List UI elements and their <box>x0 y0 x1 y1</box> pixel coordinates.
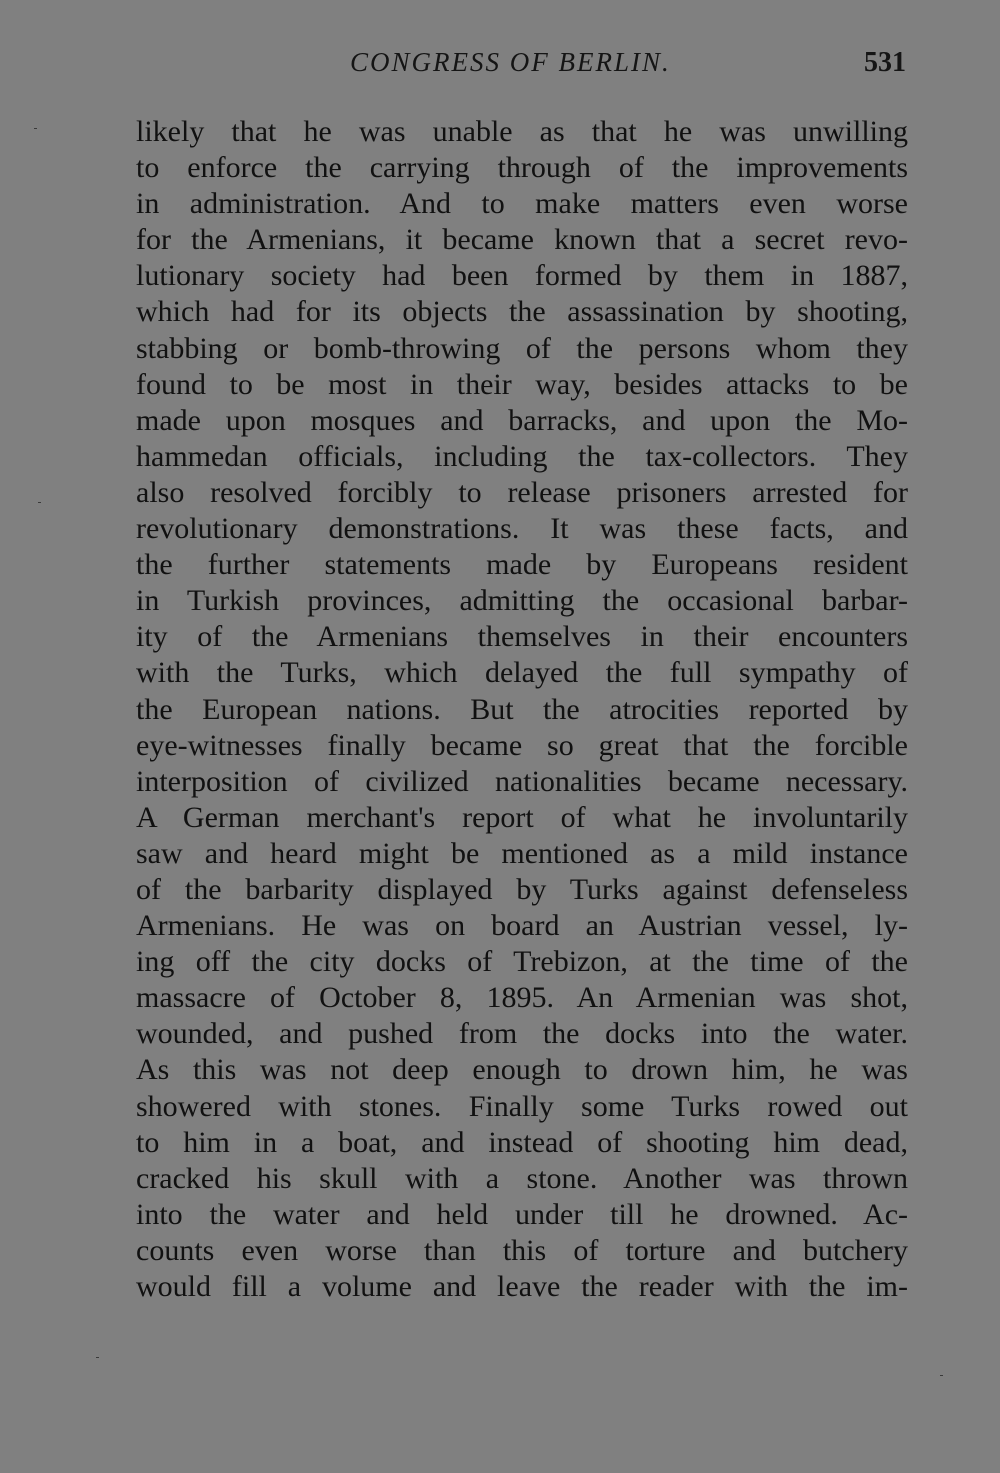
text-line: interposition of civilized nationalities became necessary. <box>136 764 908 798</box>
text-line: the European nations. But the atrocities reported by <box>136 692 908 726</box>
page-number: 531 <box>864 47 906 78</box>
text-line: A German merchant's report of what he involuntarily <box>136 800 908 834</box>
body-text <box>136 114 908 1305</box>
scan-speck <box>940 1375 943 1376</box>
text-line: in administration. And to make matters even worse <box>136 187 908 221</box>
text-line: with the Turks, which delayed the full sympathy of <box>136 656 908 690</box>
running-title: CONGRESS OF BERLIN. <box>350 47 671 77</box>
text-line: stabbing or bomb-throwing of the persons whom they <box>136 331 908 365</box>
text-line: massacre of October 8, 1895. An Armenian was shot, <box>136 981 908 1015</box>
text-line: likely that he was unable as that he was unwilling <box>136 115 908 148</box>
text-line: of the barbarity displayed by Turks against defenseless <box>136 872 908 906</box>
text-line: for the Armenians, it became known that a secret revo- <box>136 223 908 257</box>
text-line: lutionary society had been formed by them in 1887, <box>136 259 908 293</box>
text-line: also resolved forcibly to release prisoners arrested for <box>136 475 908 509</box>
text-line: showered with stones. Finally some Turks rowed out <box>136 1089 908 1123</box>
text-line: cracked his skull with a stone. Another was thrown <box>136 1161 908 1195</box>
text-line: which had for its objects the assassination by shooting, <box>136 295 908 329</box>
scan-speck <box>38 502 41 503</box>
text-line: As this was not deep enough to drown him, he was <box>136 1053 908 1087</box>
text-line: counts even worse than this of torture and butchery <box>136 1233 908 1267</box>
scan-speck <box>96 1357 99 1358</box>
text-line: saw and heard might be mentioned as a mild instance <box>136 836 908 870</box>
text-line: the further statements made by Europeans resident <box>136 548 908 582</box>
running-head <box>136 47 908 87</box>
text-line: wounded, and pushed from the docks into the water. <box>136 1017 908 1051</box>
text-line: made upon mosques and barracks, and upon the Mo- <box>136 403 908 437</box>
text-line: ing off the city docks of Trebizon, at the time of the <box>136 945 908 979</box>
text-line: ity of the Armenians themselves in their encounters <box>136 620 908 654</box>
text-line: found to be most in their way, besides attacks to be <box>136 367 908 401</box>
text-line: Armenians. He was on board an Austrian vessel, ly- <box>136 909 908 943</box>
text-line: revolutionary demonstrations. It was these facts, and <box>136 512 908 546</box>
text-line: to him in a boat, and instead of shooting him dead, <box>136 1125 908 1159</box>
text-line: eye-witnesses finally became so great that the forcible <box>136 728 908 762</box>
text-line: in Turkish provinces, admitting the occasional barbar- <box>136 584 908 618</box>
text-line: hammedan officials, including the tax-collectors. They <box>136 439 908 473</box>
text-line: into the water and held under till he drowned. Ac- <box>136 1197 908 1231</box>
text-line: to enforce the carrying through of the improvements <box>136 151 908 185</box>
scan-speck <box>34 128 37 129</box>
text-line: would fill a volume and leave the reader with the im- <box>136 1270 908 1303</box>
